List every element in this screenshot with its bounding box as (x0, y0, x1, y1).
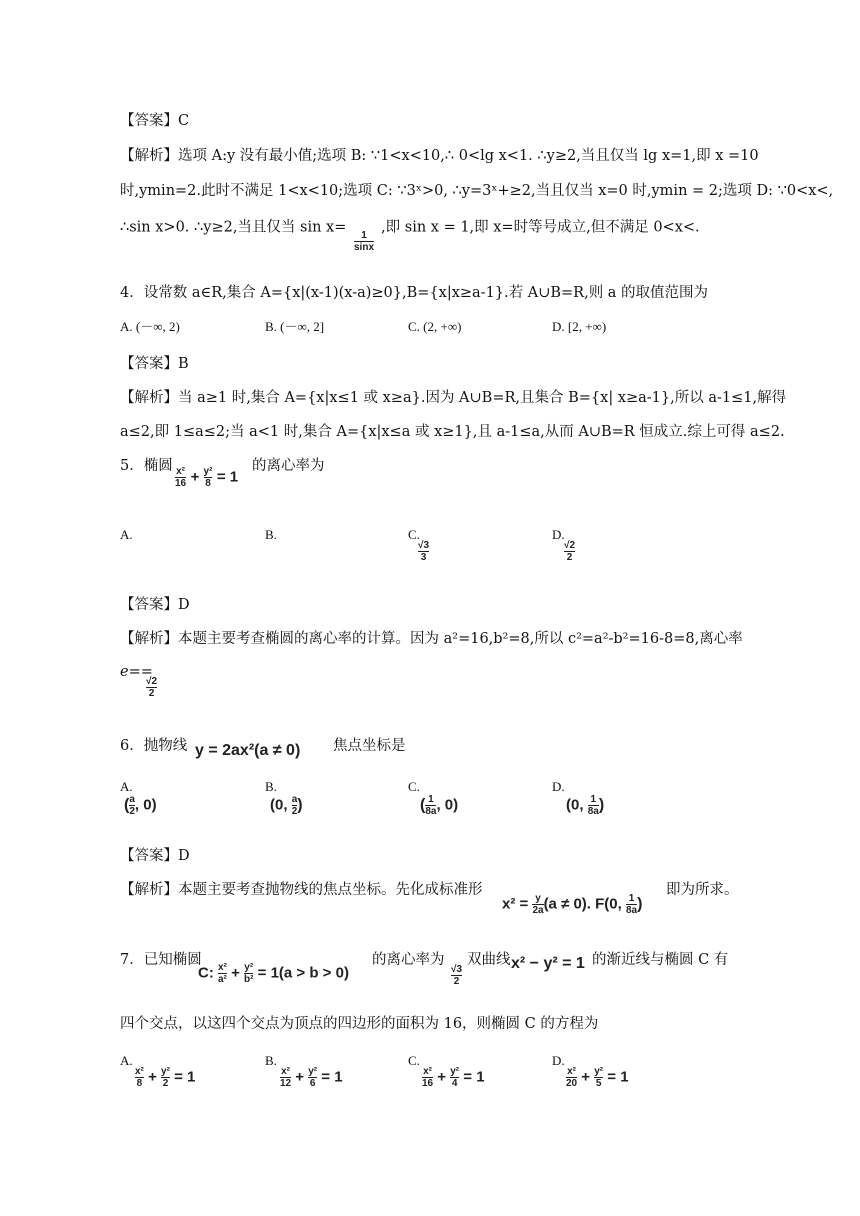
q5-option-d: D. (552, 527, 565, 542)
frac-numerator: 1 (361, 230, 367, 241)
q4-analysis-line1: 【解析】当 a≥1 时,集合 A={x|x≤1 或 x≥a}.因为 A∪B=R,且集合 B={x| x≥a-1},所以 a-1≤1,解得 (120, 390, 787, 406)
q5-option-b: B. (265, 527, 277, 542)
q6-option-a-value: ( $\frac{a}{2}$ , 0) (124, 794, 157, 817)
frac-denominator: sinx (354, 242, 375, 253)
q7-option-a-value: $\frac{\text{x²}}{8}$ + $\frac{\text{y²}}{2}$ = 1 (135, 1066, 196, 1089)
q5-e-value: $\frac{√2}{2}$ (146, 676, 158, 699)
q6-stem: 6．抛物线 (120, 738, 188, 754)
q6-analysis-tail: 即为所求。 (666, 882, 739, 898)
q7-hyperbola-formula: x² − y² = 1 (511, 955, 585, 972)
q7-stem-line2: 四个交点，以这四个交点为顶点的四边形的面积为 16，则椭圆 C 的方程为 (120, 1016, 599, 1032)
q7-option-a: A. (120, 1053, 133, 1068)
q7-stem: 7．已知椭圆 (120, 952, 202, 968)
q5-stem-line (120, 456, 173, 476)
q6-option-b: B. (265, 779, 277, 794)
q7-option-c: C. (408, 1053, 420, 1068)
q6-parabola-formula: y = 2ax²(a ≠ 0) (195, 742, 301, 759)
q4-option-b: B. (－∞, 2] (265, 319, 325, 334)
q6-option-a: A. (120, 779, 133, 794)
q4-answer: 【答案】B (120, 356, 189, 372)
q6-stem-tail: 焦点坐标是 (333, 738, 406, 754)
q7-option-d-value: $\frac{\text{x²}}{20}$ + $\frac{\text{y²}}{5}$ = 1 (566, 1066, 629, 1089)
q6-answer: 【答案】D (120, 848, 190, 864)
q6-option-c: C. (408, 779, 420, 794)
q5-option-c: C. (408, 527, 420, 542)
q3-analysis-text3: ∴sin x>0. ∴y≥2,当且仅当 sin x= (120, 219, 347, 236)
q3-analysis-line3 (120, 216, 700, 253)
q5-analysis-line1: 【解析】本题主要考查椭圆的离心率的计算。因为 a²=16,b²=8,所以 c²=a²-b²=16-8=8,离心率 (120, 631, 743, 647)
q4-stem: 4．设常数 a∈R,集合 A={x|(x-1)(x-a)≥0},B={x|x≥a-1}.若 A∪B=R,则 a 的取值范围为 (120, 285, 709, 301)
analysis-tag: 【解析】 (120, 148, 178, 164)
q3-analysis-line2: 时,ymin=2.此时不满足 1<x<10;选项 C: ∵3ˣ>0, ∴y=3ˣ+≥2,当且仅当 x=0 时,ymin = 2;选项 D: ∵0<x<, (120, 183, 834, 199)
q6-option-d: D. (552, 779, 565, 794)
q6-analysis-formula: x² = $\frac{y}{2a}$ (a ≠ 0). F(0, $\frac{1}{8a}$ ) (502, 893, 643, 916)
q5-stem-tail: 的离心率为 (252, 458, 325, 474)
q6-option-d-value: (0, $\frac{1}{8a}$ ) (566, 794, 605, 817)
q7-stem-mid: 的离心率为 (372, 952, 445, 968)
q5-e-label: e== (120, 664, 153, 680)
q5-stem: 5．椭圆 (120, 458, 173, 474)
q7-stem-mid2: 双曲线 (467, 952, 511, 968)
q7-eccentricity: $\frac{√3}{2}$ (451, 964, 463, 987)
q6-option-b-value: (0, $\frac{a}{2}$ ) (270, 794, 303, 817)
q3-analysis-line1 (120, 146, 759, 166)
q6-option-c-value: ( $\frac{1}{8a}$ , 0) (420, 794, 459, 817)
q4-option-a: A. (－∞, 2) (120, 319, 180, 334)
q4-option-d: D. [2, +∞) (552, 319, 607, 334)
q7-option-d: D. (552, 1053, 565, 1068)
q5-answer: 【答案】D (120, 597, 190, 613)
q7-ellipse-formula: C: $\frac{\text{x²}}{\text{a²}}$ + $\frac{\text{y²}}{\text{b²}}$ = 1(a > b > 0) (198, 962, 349, 985)
q7-option-c-value: $\frac{\text{x²}}{16}$ + $\frac{\text{y²}}{4}$ = 1 (422, 1066, 485, 1089)
q7-stem-tail: 的渐近线与椭圆 C 有 (592, 952, 729, 968)
q5-option-c-value: $\frac{√3}{3}$ (418, 540, 430, 563)
q5-option-a: A. (120, 527, 133, 542)
q3-analysis-text1: 选项 A:y 没有最小值;选项 B: ∵1<x<10,∴ 0<lg x<1. ∴y≥2,当且仅当 lg x=1,即 x =10 (178, 148, 759, 164)
q5-ellipse-formula: $\frac{\text{x²}}{16}$ + $\frac{\text{y²}}{8}$ = 1 (175, 466, 239, 489)
q4-option-c: C. (2, +∞) (408, 319, 462, 334)
q7-option-b-value: $\frac{\text{x²}}{12}$ + $\frac{\text{y²}}{6}$ = 1 (280, 1066, 343, 1089)
q5-option-d-value: $\frac{√2}{2}$ (564, 540, 576, 563)
q3-fraction (354, 230, 378, 253)
q6-analysis: 【解析】本题主要考查抛物线的焦点坐标。先化成标准形 (120, 882, 483, 898)
q7-option-b: B. (265, 1053, 277, 1068)
q4-analysis-line2: a≤2,即 1≤a≤2;当 a<1 时,集合 A={x|x≤a 或 x≥1},且 a-1≤a,从而 A∪B=R 恒成立.综上可得 a≤2. (120, 424, 785, 440)
q3-answer: 【答案】C (120, 113, 190, 129)
q3-analysis-text3b: ,即 sin x = 1,即 x=时等号成立,但不满足 0<x<. (381, 219, 700, 236)
